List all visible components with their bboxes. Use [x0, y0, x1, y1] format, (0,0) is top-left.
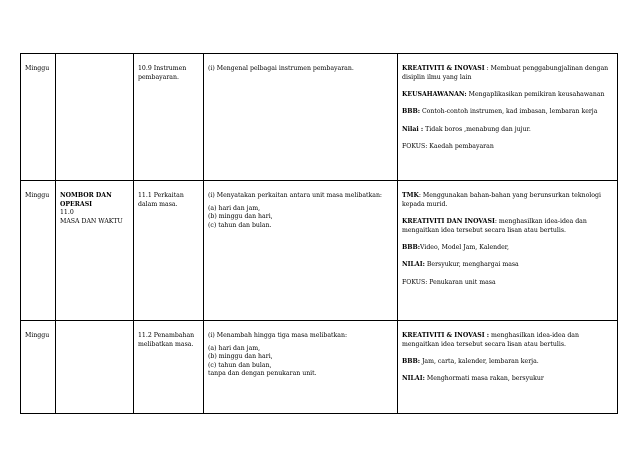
- note-values: NILAI: Bersyukur, menghargai masa: [402, 261, 519, 269]
- week-cell: [21, 54, 56, 181]
- notes-cell: [398, 181, 618, 321]
- note-focus: FOKUS: Penukaran unit masa: [402, 278, 496, 286]
- objective-line: tanpa dan dengan penukaran unit.: [208, 370, 317, 378]
- table-row: [21, 321, 618, 414]
- topic-cell: [56, 181, 134, 321]
- topic-cell: [56, 321, 134, 414]
- note-creativity: KREATIVITI DAN INOVASI: menghasilkan idea-idea dan mengaitkan idea tersebut secara lisan atau bertulis.: [402, 217, 587, 234]
- table-row: [21, 181, 618, 321]
- notes-cell: [398, 54, 618, 181]
- week-label: Minggu: [25, 65, 50, 72]
- objective-line: (c) tahun dan bulan.: [208, 221, 272, 229]
- week-label: Minggu: [25, 192, 50, 199]
- objective-line: (a) hari dan jam,: [208, 344, 261, 352]
- standard-line: dalam masa.: [138, 200, 178, 208]
- standard-cell: [134, 54, 204, 181]
- topic-line: OPERASI: [60, 200, 93, 208]
- objective-line: (a) hari dan jam,: [208, 204, 261, 212]
- note-creativity: KREATIVITI & INOVASI : Membuat penggabungjalinan dengan disiplin ilmu yang lain: [402, 65, 609, 81]
- topic-line: MASA DAN WAKTU: [60, 217, 123, 225]
- topic-line: NOMBOR DAN: [60, 192, 112, 199]
- objective-head: (i) Menyatakan perkaitan antara unit masa melibatkan:: [208, 192, 383, 199]
- standard-cell: [134, 181, 204, 321]
- note-materials: BBB:Video, Model Jam, Kalender,: [402, 243, 510, 251]
- objective-cell: [204, 181, 398, 321]
- week-cell: [21, 181, 56, 321]
- note-ict: TMK: Menggunakan bahan-bahan yang berunsurkan teknologi kepada murid.: [402, 192, 601, 208]
- note-focus: FOKUS: Kaedah pembayaran: [402, 143, 494, 151]
- note-creativity: KREATIVITI & INOVASI : menghasilkan idea-idea dan mengaitkan idea tersebut secara lisan atau bertulis.: [402, 332, 579, 348]
- objective-line: (i) Mengenal pelbagai instrumen pembayaran.: [208, 65, 354, 72]
- standard-line: 11.1 Perkaitan: [138, 192, 184, 199]
- week-cell: [21, 321, 56, 414]
- objective-cell: [204, 321, 398, 414]
- note-values: NILAI: Menghormati masa rakan, bersyukur: [402, 375, 544, 383]
- notes-cell: [398, 321, 618, 414]
- topic-cell: [56, 54, 134, 181]
- note-entrepreneurship: KEUSAHAWANAN: Mengaplikasikan pemikiran keusahawanan: [402, 90, 605, 98]
- standard-line: melibatkan masa.: [138, 340, 194, 348]
- objective-line: (c) tahun dan bulan,: [208, 361, 272, 369]
- note-materials: BBB: Contoh-contoh instrumen, kad imbasan, lembaran kerja: [402, 108, 598, 116]
- standard-line: 10.9 Instrumen: [138, 65, 187, 72]
- week-label: Minggu: [25, 332, 50, 339]
- table-row: [21, 54, 618, 181]
- topic-line: 11.0: [60, 209, 74, 217]
- objective-cell: [204, 54, 398, 181]
- objective-line: (b) minggu dan hari,: [208, 213, 273, 221]
- note-materials: BBB: Jam, carta, kalender, lembaran kerja.: [402, 357, 539, 365]
- note-values: Nilai : Tidak boros ,menabung dan jujur.: [402, 125, 531, 133]
- objective-head: (i) Menambah hingga tiga masa melibatkan:: [208, 332, 348, 339]
- objective-line: (b) minggu dan hari,: [208, 353, 273, 361]
- standard-line: 11.2 Penambahan: [138, 332, 195, 339]
- standard-cell: [134, 321, 204, 414]
- lesson-plan-table: [20, 53, 618, 414]
- standard-line: pembayaran.: [138, 73, 179, 81]
